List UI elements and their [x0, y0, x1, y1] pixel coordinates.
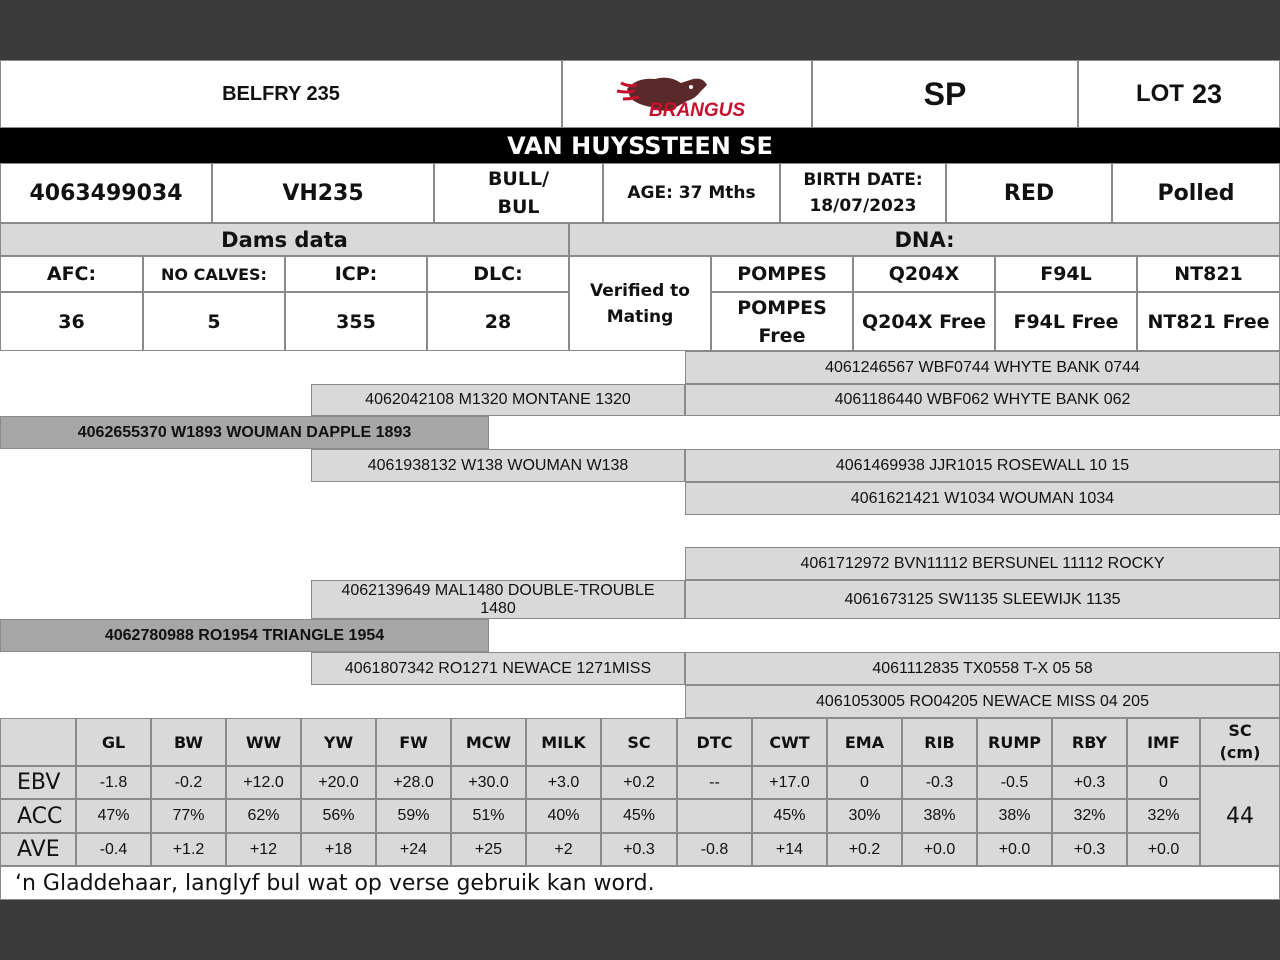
ebv-header-dtc: DTC — [677, 718, 752, 766]
ebv-ave-ww: +12 — [226, 833, 301, 866]
ebv-header-ema: EMA — [827, 718, 902, 766]
ebv-ebv-bw: -0.2 — [151, 766, 226, 799]
ebv-ave-cwt: +14 — [752, 833, 827, 866]
lot-label: LOT — [1135, 80, 1184, 107]
ebv-ave-rby: +0.3 — [1052, 833, 1127, 866]
ebv-ave-imf: +0.0 — [1127, 833, 1200, 866]
ebv-ave-rump: +0.0 — [977, 833, 1052, 866]
pedigree-dam-dam-dam: 4061053005 RO04205 NEWACE MISS 04 205 — [685, 685, 1280, 718]
pedigree-dam-dam-sire: 4061112835 TX0558 T-X 05 58 — [685, 652, 1280, 685]
pedigree-dam: 4062780988 RO1954 TRIANGLE 1954 — [0, 619, 489, 652]
ebv-header-mcw: MCW — [451, 718, 526, 766]
dna-header-pompes: POMPES — [711, 256, 853, 292]
dams-data-title: Dams data — [0, 223, 569, 256]
birth-date — [780, 163, 946, 223]
dna-value-q204x: Q204X Free — [853, 292, 995, 351]
ebv-header-bw: BW — [151, 718, 226, 766]
ebv-ave-rib: +0.0 — [902, 833, 977, 866]
pedigree-sire-sire-dam: 4061186440 WBF062 WHYTE BANK 062 — [685, 384, 1280, 416]
dna-value-pompes — [711, 292, 853, 351]
dams-header-no-calves: NO CALVES: — [143, 256, 285, 292]
dna-value-f94l: F94L Free — [995, 292, 1137, 351]
dams-value-icp: 355 — [285, 292, 427, 351]
ebv-header-milk: MILK — [526, 718, 601, 766]
dna-header-f94l: F94L — [995, 256, 1137, 292]
ebv-acc-milk: 40% — [526, 799, 601, 833]
dna-header-nt821: NT821 — [1137, 256, 1280, 292]
ebv-header-rib: RIB — [902, 718, 977, 766]
birth-date-value: 18/07/2023 — [809, 196, 917, 216]
pedigree-sire-sire: 4062042108 M1320 MONTANE 1320 — [311, 384, 685, 416]
ebv-acc-imf: 32% — [1127, 799, 1200, 833]
ebv-acc-gl: 47% — [76, 799, 151, 833]
ebv-ebv-rump: -0.5 — [977, 766, 1052, 799]
sc-header-line-1: SC — [1228, 721, 1252, 740]
ebv-ave-milk: +2 — [526, 833, 601, 866]
grade-code: SP — [812, 60, 1078, 128]
pedigree-dam-sire-dam: 4061673125 SW1135 SLEEWIJK 1135 — [685, 580, 1280, 619]
birth-date-label: BIRTH DATE: — [803, 170, 923, 190]
ebv-ebv-cwt: +17.0 — [752, 766, 827, 799]
ebv-ebv-milk: +3.0 — [526, 766, 601, 799]
ebv-ebv-sc: +0.2 — [601, 766, 677, 799]
ebv-header-rby: RBY — [1052, 718, 1127, 766]
pedigree-dam-dam: 4061807342 RO1271 NEWACE 1271MISS — [311, 652, 685, 685]
ebv-corner — [0, 718, 76, 766]
ebv-row-label-acc: ACC — [0, 799, 76, 833]
ebv-header-imf: IMF — [1127, 718, 1200, 766]
ebv-header-sc-cm — [1200, 718, 1280, 766]
ebv-acc-dtc — [677, 799, 752, 833]
ebv-row-label-ave: AVE — [0, 833, 76, 866]
coat-color: RED — [946, 163, 1112, 223]
remarks: ‘n Gladdehaar, langlyf bul wat op verse gebruik kan word. — [0, 866, 1280, 900]
verified-line-2: Mating — [606, 306, 674, 327]
verified-line-1: Verified to — [590, 280, 690, 301]
dams-header-dlc: DLC: — [427, 256, 569, 292]
ebv-ebv-gl: -1.8 — [76, 766, 151, 799]
ebv-acc-mcw: 51% — [451, 799, 526, 833]
lot-number — [1078, 60, 1280, 128]
logo-text: BRANGUS — [649, 100, 746, 119]
dna-pompes-line-2: Free — [758, 324, 806, 347]
ebv-header-sc: SC — [601, 718, 677, 766]
ebv-acc-ema: 30% — [827, 799, 902, 833]
ebv-header-gl: GL — [76, 718, 151, 766]
pedigree-sire-sire-sire: 4061246567 WBF0744 WHYTE BANK 0744 — [685, 351, 1280, 384]
ebv-ave-gl: -0.4 — [76, 833, 151, 866]
dna-pompes-line-1: POMPES — [737, 296, 827, 319]
sc-header-line-2: (cm) — [1219, 743, 1261, 762]
ebv-ave-fw: +24 — [376, 833, 451, 866]
pedigree-sire-dam-dam: 4061621421 W1034 WOUMAN 1034 — [685, 482, 1280, 515]
ebv-header-yw: YW — [301, 718, 376, 766]
dam-sire-line-2: 1480 — [480, 599, 516, 617]
ebv-ave-yw: +18 — [301, 833, 376, 866]
ebv-header-ww: WW — [226, 718, 301, 766]
horn-status: Polled — [1112, 163, 1280, 223]
dna-header-q204x: Q204X — [853, 256, 995, 292]
ebv-ebv-ema: 0 — [827, 766, 902, 799]
sex-line-1: BULL/ — [487, 168, 550, 190]
ebv-ebv-rby: +0.3 — [1052, 766, 1127, 799]
ebv-header-fw: FW — [376, 718, 451, 766]
dna-value-nt821: NT821 Free — [1137, 292, 1280, 351]
ebv-acc-yw: 56% — [301, 799, 376, 833]
ebv-acc-ww: 62% — [226, 799, 301, 833]
bull-head-icon — [607, 69, 767, 119]
animal-id: VH235 — [212, 163, 434, 223]
ebv-ebv-yw: +20.0 — [301, 766, 376, 799]
pedigree-dam-sire-sire: 4061712972 BVN11112 BERSUNEL 11112 ROCKY — [685, 547, 1280, 580]
ebv-header-cwt: CWT — [752, 718, 827, 766]
ebv-acc-fw: 59% — [376, 799, 451, 833]
ebv-ebv-imf: 0 — [1127, 766, 1200, 799]
dams-value-afc: 36 — [0, 292, 143, 351]
ebv-header-rump: RUMP — [977, 718, 1052, 766]
pedigree-dam-sire — [311, 580, 685, 619]
ebv-acc-rump: 38% — [977, 799, 1052, 833]
dam-sire-line-1: 4062139649 MAL1480 DOUBLE-TROUBLE — [341, 581, 655, 599]
dams-header-afc: AFC: — [0, 256, 143, 292]
animal-name: BELFRY 235 — [0, 60, 562, 128]
ebv-ebv-fw: +28.0 — [376, 766, 451, 799]
owner-bar: VAN HUYSSTEEN SE — [0, 128, 1280, 163]
sex-line-2: BUL — [497, 196, 540, 218]
sex — [434, 163, 603, 223]
registration-number: 4063499034 — [0, 163, 212, 223]
verified-to-mating — [569, 256, 711, 351]
age: AGE: 37 Mths — [603, 163, 780, 223]
ebv-ave-sc: +0.3 — [601, 833, 677, 866]
ebv-ebv-dtc: -- — [677, 766, 752, 799]
pedigree-sire-dam-sire: 4061469938 JJR1015 ROSEWALL 10 15 — [685, 449, 1280, 482]
dams-value-dlc: 28 — [427, 292, 569, 351]
sc-value: 44 — [1200, 766, 1280, 866]
ebv-ave-ema: +0.2 — [827, 833, 902, 866]
ebv-acc-rby: 32% — [1052, 799, 1127, 833]
ebv-acc-cwt: 45% — [752, 799, 827, 833]
dams-value-no-calves: 5 — [143, 292, 285, 351]
ebv-ave-dtc: -0.8 — [677, 833, 752, 866]
ebv-acc-bw: 77% — [151, 799, 226, 833]
brangus-logo — [562, 60, 812, 128]
ebv-row-label-ebv: EBV — [0, 766, 76, 799]
pedigree-sire: 4062655370 W1893 WOUMAN DAPPLE 1893 — [0, 416, 489, 449]
pedigree-sire-dam: 4061938132 W138 WOUMAN W138 — [311, 449, 685, 482]
ebv-acc-rib: 38% — [902, 799, 977, 833]
ebv-ave-mcw: +25 — [451, 833, 526, 866]
ebv-ebv-rib: -0.3 — [902, 766, 977, 799]
lot-value: 23 — [1191, 78, 1223, 109]
ebv-ave-bw: +1.2 — [151, 833, 226, 866]
dams-header-icp: ICP: — [285, 256, 427, 292]
ebv-acc-sc: 45% — [601, 799, 677, 833]
ebv-ebv-mcw: +30.0 — [451, 766, 526, 799]
ebv-ebv-ww: +12.0 — [226, 766, 301, 799]
dna-title: DNA: — [569, 223, 1280, 256]
